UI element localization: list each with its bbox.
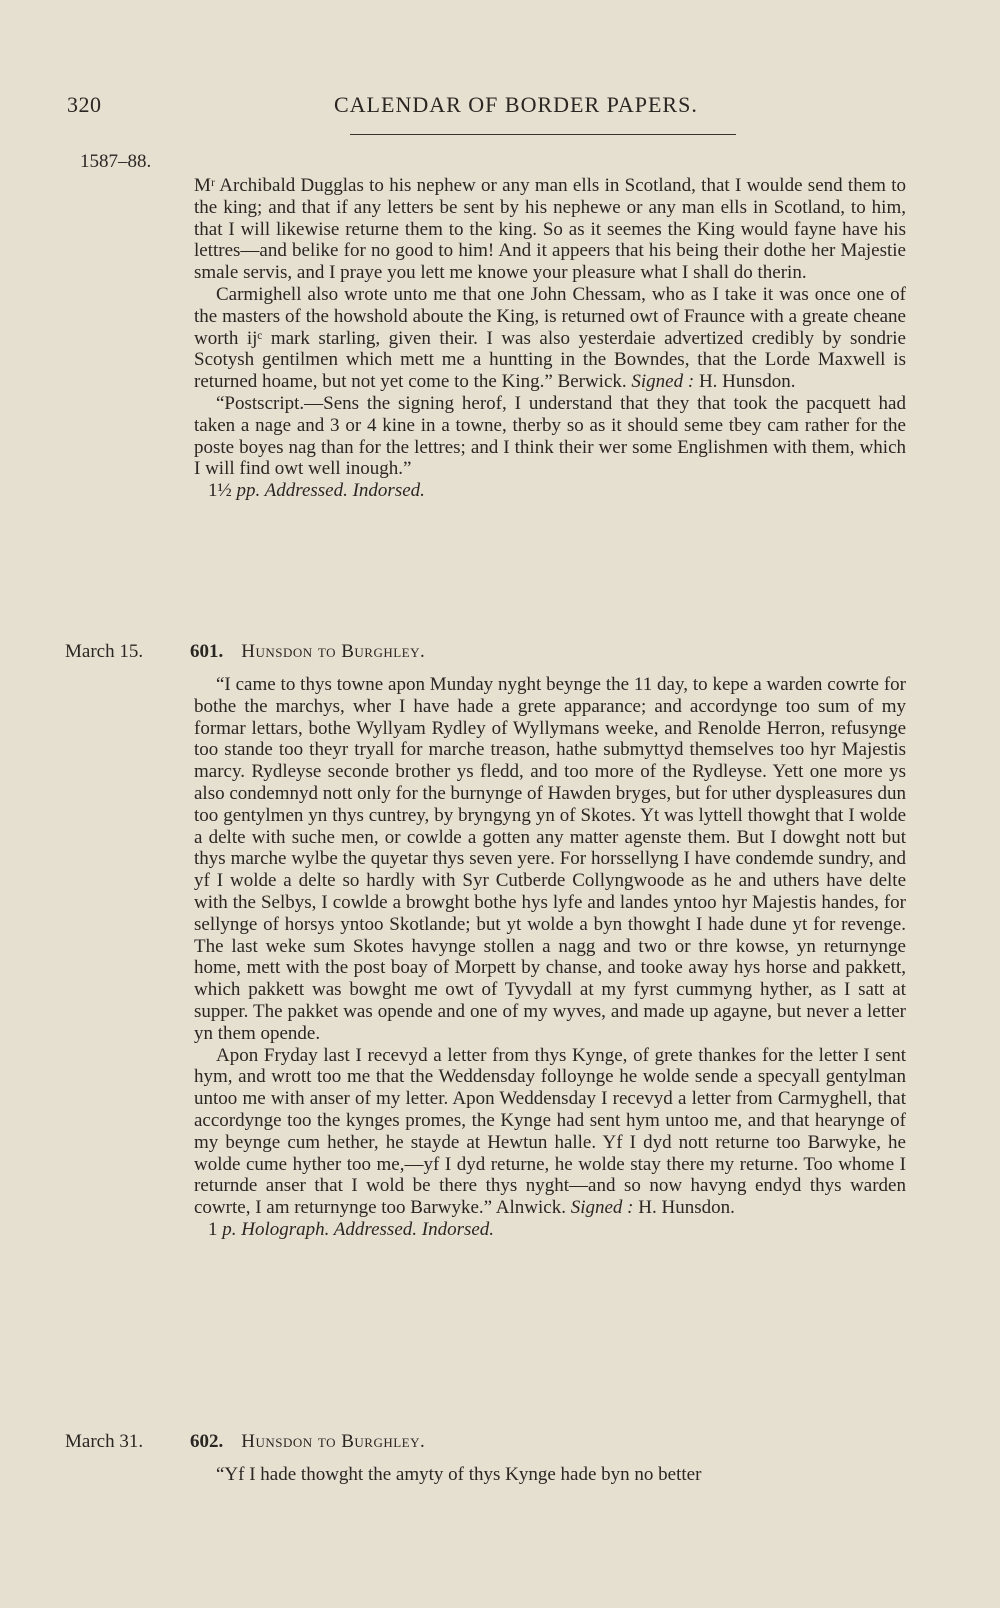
entry-heading [190, 1431, 425, 1453]
note-text: p. Holograph. Addressed. Indorsed. [222, 1218, 495, 1240]
signatory: H. Hunsdon. [698, 371, 796, 393]
entry-602-text [194, 1464, 906, 1486]
continuation-text [194, 175, 906, 502]
entry-title: Hunsdon to Burghley. [241, 641, 426, 662]
paragraph-text: Apon Fryday last I recevyd a letter from thys Kynge, of grete thankes for the letter I sent hym, and wrott too me that the Weddensday folloynge he wolde sende a specyall gentylman untoo me with anser of my letter. Apon Weddensday I recevyd a letter from Carmyghell, that accordynge too the kynges promes, the Kynge had sent hym untoo me, and that hearynge of my beynge cum hether, he stayde at Hewtun halle. Yf I dyd nott returne too Barwyke, he wolde cume hyther too me,—yf I dyd returne, he wolde stay there my returne. Too whome I returnde anser that I wold be there thys nyght—and so now havyng endyd thys warden cowrte, I am returnynge too Barwyke.” Alnwick. [194, 1044, 906, 1219]
signed-label: Signed : [570, 1197, 634, 1219]
paragraph-text: Carmighell also wrote unto me that one John Chessam, who as I take it was once one of the masters of the howshold aboute the King, is returned owt of Fraunce with a greate cheane worth ijᶜ mark starling, given their. I was also yesterdaie advertized credibly by sondrie Scotysh gentilmen which mett me a huntting in the Bowndes, that the Lorde Maxwell is returned hoame, but not yet come to the King.” Berwick. [194, 283, 906, 393]
postscript-paragraph: “Postscript.—Sens the signing herof, I understand that they that took the pacquett had taken a nage and 3 or 4 kine in a towne, therby so as it should seme tbey cam rather for the poste boyes nag than for the lettres; and I think their wer some Englishmen with them, which I will find owt well inough.” [194, 392, 906, 480]
entry-601-text [194, 674, 906, 1241]
note-text: pp. Addressed. Indorsed. [236, 480, 425, 502]
entry-number: 602. [190, 1431, 224, 1452]
entry-date: March 15. [65, 641, 144, 662]
header-rule [350, 134, 736, 135]
letter-paragraph: “Yf I hade thowght the amyty of thys Kynge hade byn no better [216, 1464, 702, 1485]
page-number: 320 [67, 92, 102, 117]
entry-title: Hunsdon to Burghley. [241, 1431, 426, 1452]
letter-paragraph [194, 1045, 906, 1219]
page-header [67, 92, 767, 126]
page-count: 1½ [208, 480, 232, 502]
continuation-paragraph: Mʳ Archibald Dugglas to his nephew or any man ells in Scotland, that I woulde send them to the king; and that if any letters be sent by his nephewe or any man ells in Scotland, to him, that I will likewise returne them to the king. So as it seemes the King would fayne have his lettres—and belike for no good to him! And it appeers that his being their dothe her Majestie smale servis, and I praye you lett me knowe your pleasure what I shall do therin. [194, 175, 906, 284]
document-note [194, 480, 906, 502]
letter-paragraph: “I came to thys towne apon Munday nyght beynge the 11 day, to kepe a warden cowrte for bothe the marchys, wher I have hade a grete apparance; and accordynge too sum of my formar lettars, bothe Wyllyam Rydley of Wyllymans weeke, and Renolde Herron, refusynge too stande too theyr tryall for marche treason, hathe submyttyd themselves too hyr Majestis marcy. Rydleyse seconde brother ys fledd, and too more of the Rydleyse. Yett one more ys also condemnyd nott only for the burnynge of Hawden bryges, but for uther dyspleasures dun too gentylmen yn thys cuntrey, by bryngyng yn of Skotes. Yt was lyttell thowght that I wolde a delte with suche men, or cowlde a gotten any matter agenste them. But I dowght nott but thys marche wylbe the quyetar thys seven yere. For horssellyng I have condemde sundry, and yf I wolde a delte so hardly with Syr Cutberde Collyngwoode as he and uthers have delte with the Selbys, I cowlde a browght bothe hys lyfe and landes yntoo hyr Majestis handes, for sellynge of horsys yntoo Skotlande; but yt wolde a byn thowght I hade dune yt for revenge. The last weke sum Skotes havynge stollen a nagg and two or thre kowse, yn returnynge home, mett with the post boay of Morpett by chanse, and tooke away hys horse and pakkett, which pakkett was bowght me owt of Tyvydall at my fyrst cummyng hyther, as I satt at supper. The pakket was opende and one of my wyves, and made up agayne, but never a letter yn them opende. [194, 674, 906, 1044]
page-count: 1 [208, 1218, 218, 1240]
running-title: CALENDAR OF BORDER PAPERS. [334, 92, 698, 117]
entry-date: March 31. [65, 1431, 144, 1452]
continuation-paragraph [194, 284, 906, 393]
entry-number: 601. [190, 641, 224, 662]
entry-heading [190, 641, 425, 663]
document-note [194, 1219, 906, 1241]
margin-year: 1587–88. [80, 151, 152, 172]
signed-label: Signed : [631, 371, 695, 393]
signatory: H. Hunsdon. [638, 1197, 735, 1219]
